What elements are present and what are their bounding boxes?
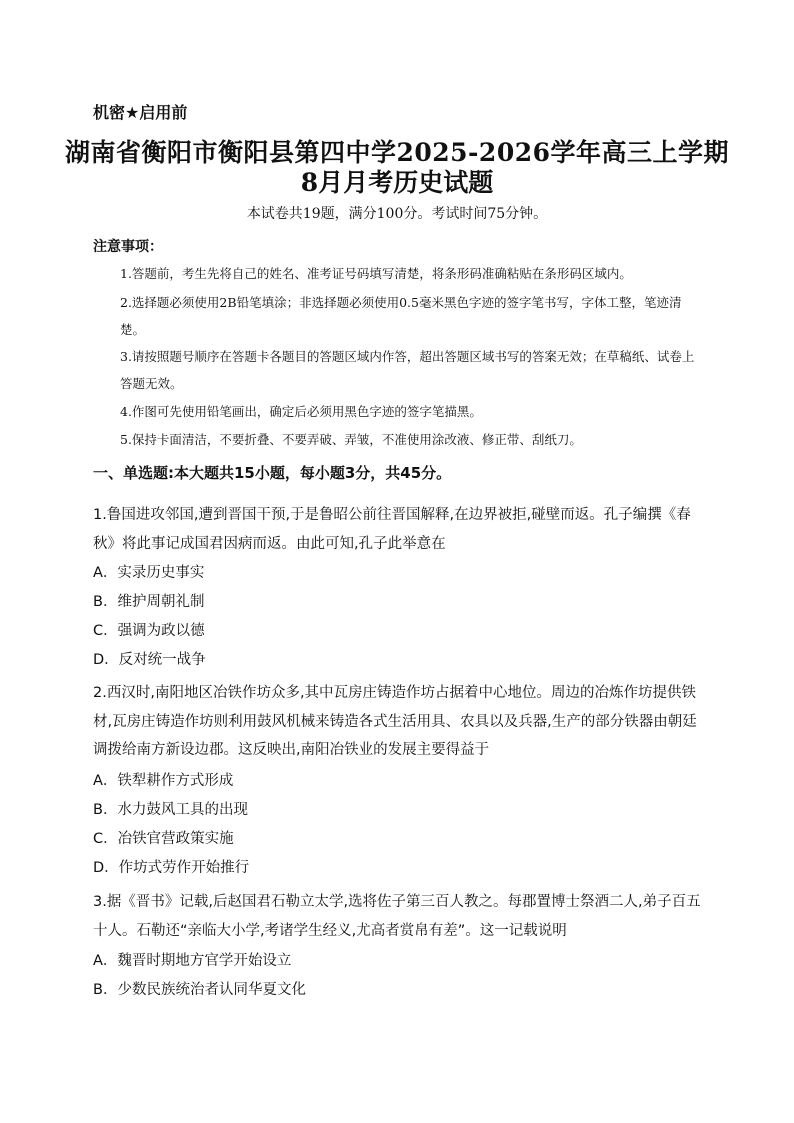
confidential-label: 机密★启用前	[93, 103, 188, 122]
notice-item-2: 2.选择题必须使用2B铅笔填涂；非选择题必须使用0.5毫米黑色字迹的签字笔书写，字体工整，笔迹清楚。	[120, 295, 682, 337]
question-2-option-c: C．冶铁官营政策实施	[93, 831, 234, 847]
question-1-option-c: C．强调为政以德	[93, 623, 205, 639]
exam-title-line1: 湖南省衡阳市衡阳县第四中学2025-2026学年高三上学期	[64, 138, 730, 167]
question-1-stem: 1.鲁国进攻邻国,遭到晋国干预,于是鲁昭公前往晋国解释,在边界被拒,碰壁而返。孔子编撰《春秋》将此事记成国君因病而返。由此可知,孔子此举意在	[93, 507, 691, 552]
notice-item-1: 1.答题前，考生先将自己的姓名、准考证号码填写清楚，将条形码准确粘贴在条形码区域内。	[120, 266, 632, 281]
notice-item-3: 3.请按照题号顺序在答题卡各题目的答题区域内作答，超出答题区域书写的答案无效；在草稿纸、试卷上答题无效。	[120, 349, 695, 391]
question-3-stem: 3.据《晋书》记载,后赵国君石勒立太学,选将佐子第三百人教之。每郡置博士祭酒二人,弟子百五十人。石勒还“亲临大小学,考诸学生经义,尤高者赏帛有差”。这一记载说明	[93, 894, 701, 939]
notice-item-5: 5.保持卡面清洁，不要折叠、不要弄破、弄皱，不准使用涂改液、修正带、刮纸刀。	[120, 432, 582, 447]
question-1-option-b: B．维护周朝礼制	[93, 594, 205, 610]
question-1-option-a: A．实录历史事实	[93, 565, 205, 581]
question-2-option-a: A．铁犁耕作方式形成	[93, 773, 234, 789]
question-2-stem: 2.西汉时,南阳地区冶铁作坊众多,其中瓦房庄铸造作坊占据着中心地位。周边的冶炼作坊提供铁材,瓦房庄铸造作坊则利用鼓风机械来铸造各式生活用具、农具以及兵器,生产的部分铁器由朝廷调拨给南方新设边郡。这反映出,南阳冶铁业的发展主要得益于	[93, 685, 697, 758]
notice-heading: 注意事项：	[93, 239, 163, 255]
section-heading: 一、单选题:本大题共15小题，每小题3分，共45分。	[93, 464, 452, 482]
question-3-option-b: B．少数民族统治者认同华夏文化	[93, 982, 306, 998]
exam-title-line2: 8月月考历史试题	[300, 168, 494, 197]
question-1-option-d: D．反对统一战争	[93, 652, 206, 668]
notice-item-4: 4.作图可先使用铅笔画出，确定后必须用黑色字迹的签字笔描黑。	[120, 404, 482, 419]
question-3-option-a: A．魏晋时期地方官学开始设立	[93, 953, 292, 969]
exam-subtitle: 本试卷共19题，满分100分。考试时间75分钟。	[246, 206, 548, 222]
question-2-option-d: D．作坊式劳作开始推行	[93, 860, 250, 876]
question-2-option-b: B．水力鼓风工具的出现	[93, 802, 248, 818]
